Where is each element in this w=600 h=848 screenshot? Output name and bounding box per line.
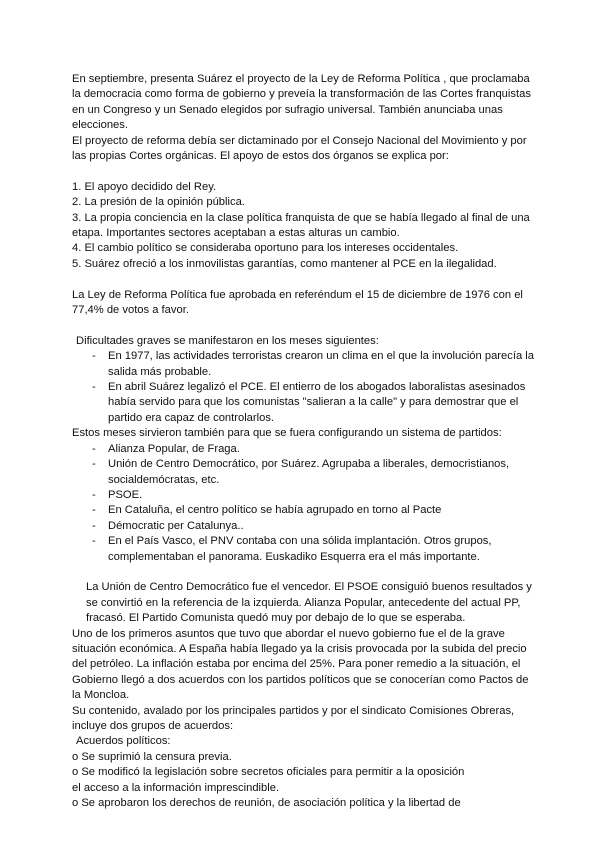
list-item: - PSOE. — [72, 488, 534, 503]
list-item: - Unión de Centro Democrático, por Suárez. Agrupaba a liberales, democristianos, socialdemócratas, etc. — [72, 457, 534, 488]
list-item: - En el País Vasco, el PNV contaba con una sólida implantación. Otros grupos, complementaban el panorama. Euskadiko Esquerra era el más importante. — [72, 534, 534, 565]
reasons-list — [72, 180, 534, 272]
parties-intro: Estos meses sirvieron también para que se fuera configurando un sistema de partidos: — [72, 427, 502, 440]
list-item: 3. La propia conciencia en la clase política franquista de que se había llegado al final de una etapa. Importantes sectores aceptaban a estas alturas un cambio. — [72, 211, 530, 240]
agreements-list — [72, 750, 534, 812]
list-item: 5. Suárez ofreció a los inmovilistas garantías, como mantener al PCE en la ilegalidad. — [72, 257, 497, 270]
paragraph-economy: Uno de los primeros asuntos que tuvo que abordar el nuevo gobierno fue el de la grave situación económica. A España había llegado ya la crisis provocada por la subida del precio del petróleo. La inflación estaba por encima del 25%. Para poner remedio a la situación, el Gobierno llegó a dos acuerdos con los partidos políticos que se conocerían como Pactos de la Moncloa. — [72, 627, 529, 702]
difficulties-list — [72, 349, 534, 426]
parties-list — [72, 442, 534, 565]
list-item: 4. El cambio político se consideraba oportuno para los intereses occidentales. — [72, 242, 459, 255]
paragraph-referendum: La Ley de Reforma Política fue aprobada en referéndum el 15 de diciembre de 1976 con el 77,4% de votos a favor. — [72, 288, 523, 317]
list-item: o Se modificó la legislación sobre secretos oficiales para permitir a la oposición — [72, 766, 465, 779]
agreements-title: Acuerdos políticos: — [76, 735, 171, 748]
list-item: 2. La presión de la opinión pública. — [72, 196, 245, 209]
document-page — [72, 72, 534, 811]
list-item: - En Cataluña, el centro político se había agrupado en torno al Pacte — [72, 503, 534, 518]
paragraph-elections: La Unión de Centro Democrático fue el vencedor. El PSOE consiguió buenos resultados y se convirtió en la referencia de la izquierda. Alianza Popular, antecedente del actual PP, fracasó. El Partido Comunista quedó muy por debajo de lo que se esperaba. — [86, 581, 532, 625]
list-item: - En abril Suárez legalizó el PCE. El entierro de los abogados laboralistas asesinados había servido para que los comunistas "salieran a la calle" y para demostrar que el partido era capaz de controlarlos. — [72, 380, 534, 426]
list-item: - Alianza Popular, de Fraga. — [72, 442, 534, 457]
paragraph-approval: El proyecto de reforma debía ser dictaminado por el Consejo Nacional del Movimiento y por las propias Cortes orgánicas. El apoyo de estos dos órganos se explica por: — [72, 134, 527, 163]
list-item: 1. El apoyo decidido del Rey. — [72, 180, 217, 193]
list-item: el acceso a la información imprescindible. — [72, 781, 280, 794]
list-item: o Se aprobaron los derechos de reunión, de asociación política y la libertad de — [72, 797, 461, 810]
paragraph-content: Su contenido, avalado por los principales partidos y por el sindicato Comisiones Obreras, incluye dos grupos de acuerdos: — [72, 704, 515, 732]
difficulties-intro: Dificultades graves se manifestaron en los meses siguientes: — [76, 334, 379, 347]
list-item: - Démocratic per Catalunya.. — [72, 519, 534, 534]
paragraph-reform-law: En septiembre, presenta Suárez el proyecto de la Ley de Reforma Política , que proclamaba la democracia como forma de gobierno y preveía la transformación de las Cortes franquistas en un Congreso y un Senado elegidos por sufragio universal. También anunciaba unas elecciones. — [72, 73, 531, 132]
list-item: o Se suprimió la censura previa. — [72, 750, 232, 763]
list-item: - En 1977, las actividades terroristas crearon un clima en el que la involución parecía la salida más probable. — [72, 349, 534, 380]
